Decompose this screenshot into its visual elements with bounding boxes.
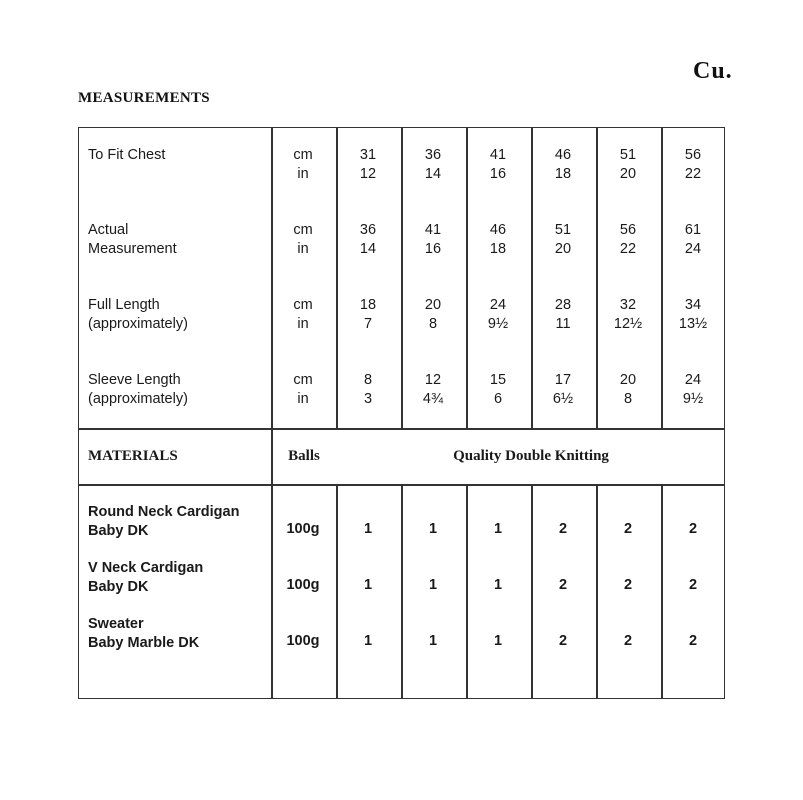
value-cm: 46	[489, 222, 507, 238]
row-label: (approximately)	[88, 391, 188, 407]
value-in: 7	[363, 316, 373, 332]
value-cm: 34	[684, 297, 702, 313]
ball-count: 2	[558, 633, 568, 649]
value-in: 3	[363, 391, 373, 407]
value-in: 14	[359, 241, 377, 257]
ball-count: 2	[623, 577, 633, 593]
measurements-heading: MEASUREMENTS	[78, 90, 210, 106]
value-in: 6½	[552, 391, 574, 407]
ball-count: 2	[688, 633, 698, 649]
value-in: 20	[619, 166, 637, 182]
cropped-corner-text: Cu.	[693, 58, 733, 84]
yarn-name: Baby Marble DK	[88, 635, 200, 651]
value-cm: 28	[554, 297, 572, 313]
value-cm: 56	[619, 222, 637, 238]
value-in: 22	[619, 241, 637, 257]
value-cm: 36	[359, 222, 377, 238]
ball-count: 1	[428, 521, 438, 537]
row-label: Actual	[88, 222, 129, 238]
value-cm: 32	[619, 297, 637, 313]
value-cm: 56	[684, 147, 702, 163]
value-cm: 41	[424, 222, 442, 238]
value-cm: 18	[359, 297, 377, 313]
value-cm: 41	[489, 147, 507, 163]
value-cm: 36	[424, 147, 442, 163]
value-in: 24	[684, 241, 702, 257]
value-in: 14	[424, 166, 442, 182]
value-in: 6	[493, 391, 503, 407]
ball-count: 1	[363, 577, 373, 593]
value-cm: 15	[489, 372, 507, 388]
value-in: 9½	[487, 316, 509, 332]
yarn-quality-header: Quality Double Knitting	[453, 448, 609, 464]
value-cm: 51	[554, 222, 572, 238]
value-in: 18	[489, 241, 507, 257]
row-divider	[78, 484, 725, 486]
ball-count: 1	[493, 521, 503, 537]
ball-count: 1	[363, 633, 373, 649]
value-in: 9½	[682, 391, 704, 407]
ball-count: 2	[558, 577, 568, 593]
value-in: 16	[424, 241, 442, 257]
ball-count: 1	[493, 633, 503, 649]
ball-count: 1	[493, 577, 503, 593]
ball-count: 2	[558, 521, 568, 537]
ball-count: 2	[688, 577, 698, 593]
value-in: 12	[359, 166, 377, 182]
value-in: 11	[555, 316, 571, 332]
row-divider	[78, 428, 725, 430]
row-label: To Fit Chest	[88, 147, 166, 163]
value-in: 8	[428, 316, 438, 332]
ball-weight: 100g	[286, 521, 320, 537]
value-cm: 17	[554, 372, 572, 388]
ball-count: 2	[623, 633, 633, 649]
value-cm: 12	[424, 372, 442, 388]
row-label: (approximately)	[88, 316, 188, 332]
materials-heading: MATERIALS	[88, 448, 178, 464]
unit-cm: cm	[293, 297, 313, 313]
unit-in: in	[297, 391, 309, 407]
garment-name: Round Neck Cardigan	[88, 504, 240, 520]
value-in: 22	[684, 166, 702, 182]
value-cm: 51	[619, 147, 637, 163]
value-in: 16	[489, 166, 507, 182]
ball-count: 1	[363, 521, 373, 537]
row-label: Measurement	[88, 241, 177, 257]
row-label: Sleeve Length	[88, 372, 181, 388]
value-cm: 24	[489, 297, 507, 313]
value-cm: 20	[424, 297, 442, 313]
ball-count: 1	[428, 577, 438, 593]
value-in: 20	[554, 241, 572, 257]
value-cm: 31	[359, 147, 377, 163]
garment-name: Sweater	[88, 616, 144, 632]
value-in: 4¾	[422, 391, 444, 407]
value-in: 18	[554, 166, 572, 182]
column-divider	[271, 127, 273, 699]
value-cm: 24	[684, 372, 702, 388]
ball-weight: 100g	[286, 633, 320, 649]
ball-count: 2	[623, 521, 633, 537]
row-label: Full Length	[88, 297, 160, 313]
unit-cm: cm	[293, 147, 313, 163]
unit-cm: cm	[293, 222, 313, 238]
value-in: 13½	[678, 316, 708, 332]
unit-cm: cm	[293, 372, 313, 388]
value-cm: 46	[554, 147, 572, 163]
unit-in: in	[297, 166, 309, 182]
yarn-name: Baby DK	[88, 523, 149, 539]
balls-column-header: Balls	[288, 448, 320, 464]
ball-count: 2	[688, 521, 698, 537]
unit-in: in	[297, 241, 309, 257]
ball-weight: 100g	[286, 577, 320, 593]
value-cm: 8	[363, 372, 373, 388]
ball-count: 1	[428, 633, 438, 649]
unit-in: in	[297, 316, 309, 332]
garment-name: V Neck Cardigan	[88, 560, 204, 576]
value-in: 12½	[613, 316, 643, 332]
value-in: 8	[623, 391, 633, 407]
yarn-name: Baby DK	[88, 579, 149, 595]
value-cm: 20	[619, 372, 637, 388]
value-cm: 61	[684, 222, 702, 238]
